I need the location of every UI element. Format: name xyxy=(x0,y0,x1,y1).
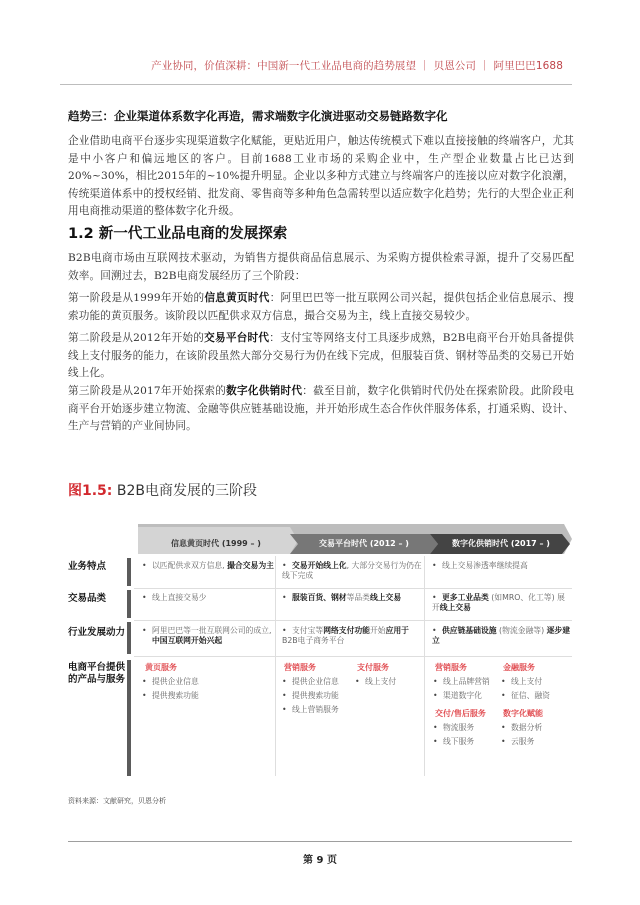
cell-bold: 线上交易 xyxy=(439,603,471,612)
service-heading: 黄页服务 xyxy=(145,663,177,672)
era-timeline xyxy=(138,524,572,554)
cell-text: (物流金融等) xyxy=(496,626,547,635)
era-1-label: 信息黄页时代 (1999 – ) xyxy=(171,539,261,548)
cell-r1-c1 xyxy=(142,561,274,571)
row-marker xyxy=(127,590,131,618)
row-marker xyxy=(127,558,131,586)
cell-r3-c3 xyxy=(432,626,572,646)
cell-text: 线上直接交易少 xyxy=(152,593,207,602)
cell-bold: 撮合交易为主 xyxy=(227,561,274,570)
cell-bold: 服装百货、钢材 xyxy=(292,593,347,602)
figure-title xyxy=(68,480,574,500)
footer-divider xyxy=(68,841,572,842)
service-item: • 线上支付 xyxy=(355,676,396,687)
stage-1-pre: 第一阶段是从1999年开始的 xyxy=(68,292,205,304)
cell-text: 阿里巴巴等一批互联网公司的成立, xyxy=(152,626,272,635)
running-header: 产业协同，价值深耕：中国新一代工业品电商的趋势展望 ｜ 贝恩公司 ｜ 阿里巴巴1688 xyxy=(151,60,563,72)
stage-2-era: 交易平台时代 xyxy=(204,332,270,344)
cell-r2-c3 xyxy=(432,593,572,613)
cell-bold: 应用于 xyxy=(385,626,409,635)
cell-text: 线上交易渗透率继续提高 xyxy=(442,561,528,570)
service-item: • 渠道数字化 xyxy=(433,690,482,701)
service-heading: 支付服务 xyxy=(357,663,389,672)
cell-bold: 网络支付功能 xyxy=(323,626,370,635)
cell-text: 以匹配供求双方信息, xyxy=(152,561,228,570)
cell-r2-c2 xyxy=(282,593,422,603)
row-marker xyxy=(127,622,131,654)
cell-bold: 交易开始线上化 xyxy=(292,561,347,570)
row-divider xyxy=(134,656,572,657)
trend-paragraph: 企业借助电商平台逐步实现渠道数字化赋能，更贴近用户，触达传统模式下难以直接接触的终端客户，尤其是中小客户和偏远地区的客户。目前1688工业市场的采购企业中，生产型企业数量占比已达到20%~30%，相比2015年的~10%提升明显。企业以多种方式建立与终端客户的连接以应对数字化浪潮，传统渠道体系中的授权经销、批发商、零售商等多种角色急需转型以适应数字化趋势；先行的大型企业正利用电商推动渠道的整体数字化升级。 xyxy=(68,135,574,218)
service-heading: 营销服务 xyxy=(284,663,316,672)
cell-bold: 中国互联网开始兴起 xyxy=(152,636,223,645)
service-item: • 线上品牌营销 xyxy=(433,676,490,687)
section-title: 1.2 新一代工业品电商的发展探索 xyxy=(68,226,288,242)
cell-r2-c1 xyxy=(142,593,274,603)
stage-2-pre: 第二阶段是从2012年开始的 xyxy=(68,332,205,344)
figure-caption: B2B电商发展的三阶段 xyxy=(112,483,257,499)
cell-r1-c2 xyxy=(282,561,422,581)
stage-3-paragraph xyxy=(68,383,574,436)
page-number: 第 9 页 xyxy=(303,855,337,866)
stage-3-pre: 第三阶段是从2017年开始探索的 xyxy=(68,385,227,397)
service-item: • 提供企业信息 xyxy=(282,676,339,687)
row-label-line: 电商平台提供 xyxy=(68,662,126,673)
section-intro: B2B电商市场由互联网技术驱动，为销售方提供商品信息展示、为采购方提供检索寻源，提升了交易匹配效率。回溯过去，B2B电商发展经历了三个阶段： xyxy=(68,252,574,282)
column-divider xyxy=(275,556,276,776)
service-item: • 线上支付 xyxy=(501,676,542,687)
header-divider xyxy=(60,84,572,85)
column-divider xyxy=(424,556,425,776)
service-item: • 提供搜索功能 xyxy=(142,690,199,701)
cell-r3-c2 xyxy=(282,626,422,646)
stage-2-paragraph xyxy=(68,330,574,383)
stage-2-post: ：支付宝等网络支付工具逐步成熟，B2B电商平台开始具备提供线上支付服务的能力，在该阶段虽然大部分交易行为仍在线下完成，但服装百货、钢材等品类的交易已开始线上化。 xyxy=(68,332,575,380)
era-3-label: 数字化供销时代 (2017 – ) xyxy=(452,539,550,548)
cell-text: (如MRO、化工等) 展开 xyxy=(432,593,565,612)
row-divider xyxy=(134,588,572,589)
cell-r1-c3 xyxy=(432,561,572,571)
stage-1-post: ：阿里巴巴等一批互联网公司兴起，提供包括企业信息展示、搜索功能的黄页服务。该阶段以匹配供求双方信息，撮合交易为主，线上直接交易较少。 xyxy=(68,292,575,322)
service-item: • 提供搜索功能 xyxy=(282,690,339,701)
trend-heading: 趋势三：企业渠道体系数字化再造，需求端数字化演进驱动交易链路数字化 xyxy=(68,109,448,123)
row-marker xyxy=(127,660,131,776)
row-label-business: 业务特点 xyxy=(68,561,107,572)
service-item: • 物流服务 xyxy=(433,722,474,733)
cell-text: B2B电子商务平台 xyxy=(282,636,345,645)
service-heading: 营销服务 xyxy=(435,663,467,672)
service-item: • 提供企业信息 xyxy=(142,676,199,687)
cell-text: 开始 xyxy=(369,626,386,635)
cell-text: 等品类 xyxy=(346,593,370,602)
service-item: • 云服务 xyxy=(501,736,534,747)
cell-bold: 更多工业品类 xyxy=(442,593,489,602)
row-label-driver: 行业发展动力 xyxy=(68,627,126,638)
row-label-category: 交易品类 xyxy=(68,593,107,604)
figure-number: 图1.5: xyxy=(68,483,113,499)
stage-3-era: 数字化供销时代 xyxy=(226,385,303,397)
cell-bold: 逐步建立 xyxy=(432,626,570,645)
cell-bold: 线上交易 xyxy=(369,593,402,602)
figure-source: 资料来源：文献研究，贝恩分析 xyxy=(68,797,166,805)
service-heading: 金融服务 xyxy=(503,663,535,672)
service-item: • 征信、融资 xyxy=(501,690,550,701)
service-heading: 交付/售后服务 xyxy=(435,709,486,718)
service-item: • 数据分析 xyxy=(501,722,542,733)
row-divider xyxy=(134,620,572,621)
service-item: • 线下服务 xyxy=(433,736,474,747)
row-label-line: 的产品与服务 xyxy=(68,674,126,685)
service-item: • 线上营销服务 xyxy=(282,704,339,715)
cell-text: , 大部分交易行为仍在线下完成 xyxy=(282,561,422,580)
service-heading: 数字化赋能 xyxy=(503,709,543,718)
stage-3-post: ：截至目前，数字化供销时代仍处在探索阶段。此阶段电商平台开始逐步建立物流、金融等供应链基础设施，并开始形成生态合作伙伴服务体系，打通采购、设计、生产与营销的产业间协同。 xyxy=(68,385,574,433)
cell-text: 支付宝等 xyxy=(292,626,324,635)
row-label-services xyxy=(68,662,125,686)
era-2-label: 交易平台时代 (2012 – ) xyxy=(319,539,409,548)
stage-1-era: 信息黄页时代 xyxy=(204,292,270,304)
stage-1-paragraph xyxy=(68,290,574,325)
cell-r3-c1 xyxy=(142,626,274,646)
cell-bold: 供应链基础设施 xyxy=(442,626,497,635)
